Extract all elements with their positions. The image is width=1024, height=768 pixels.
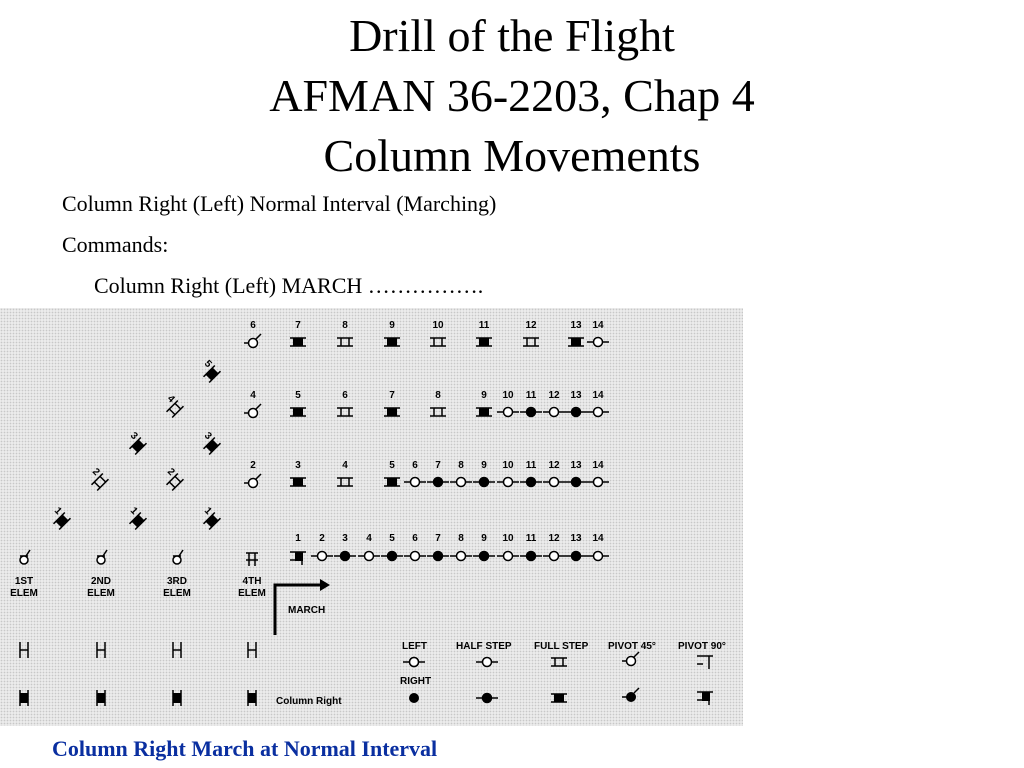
step-number: 4	[342, 460, 348, 471]
oblique-step-4	[165, 393, 184, 417]
elem-1-label-line1: 1ST	[14, 576, 34, 587]
elem-3-label-line2: ELEM	[163, 588, 191, 599]
step-r4-3	[334, 533, 356, 561]
step-r3-12	[543, 460, 565, 487]
step-r2-10	[497, 390, 519, 417]
elem-1-right-foot	[20, 690, 28, 706]
step-number: 6	[412, 533, 418, 544]
legend-full-step-label: FULL STEP	[534, 641, 589, 652]
legend-half-step-left-icon	[476, 658, 498, 667]
column-right-label: Column Right	[276, 696, 342, 707]
legend-half-step-label: HALF STEP	[456, 641, 512, 652]
step-r1-8	[337, 320, 353, 346]
step-r4-7	[427, 533, 449, 561]
step-r3-7	[427, 460, 449, 487]
step-r1-9	[384, 320, 400, 346]
step-number: 10	[502, 390, 514, 401]
elem-4-right-foot	[248, 690, 256, 706]
elem-4-label-line2: ELEM	[238, 588, 266, 599]
step-number: 4	[250, 390, 256, 401]
step-number: 2	[89, 466, 102, 479]
step-number: 9	[481, 390, 487, 401]
step-number: 14	[592, 533, 604, 544]
legend-pivot90-left-icon	[697, 656, 713, 669]
step-number: 6	[250, 320, 256, 331]
step-r3-2	[244, 460, 261, 488]
legend-pivot90-right-icon	[697, 692, 713, 705]
elem-2-label-line1: 2ND	[90, 576, 112, 587]
step-number: 11	[478, 320, 490, 331]
elem-4-left-foot	[248, 642, 256, 658]
step-number: 14	[592, 390, 604, 401]
step-r4-9	[473, 533, 495, 561]
step-number: 13	[570, 320, 582, 331]
elem-3-pivot	[173, 550, 183, 564]
title-line-2: AFMAN 36-2203, Chap 4	[269, 70, 755, 121]
step-number: 1	[127, 505, 140, 518]
legend-pivot90-label: PIVOT 90°	[678, 641, 726, 652]
elem-4-label-line1: 4TH	[242, 576, 262, 587]
oblique-step-3	[202, 430, 221, 454]
step-r2-9	[476, 390, 492, 416]
step-number: 7	[435, 460, 441, 471]
subtitle: Column Right (Left) Normal Interval (Marching)	[62, 191, 497, 216]
step-number: 1	[295, 533, 301, 544]
elem-4-pivot	[246, 553, 258, 566]
step-number: 3	[295, 460, 301, 471]
step-number: 2	[250, 460, 256, 471]
step-r4-5	[381, 533, 403, 561]
step-number: 4	[164, 393, 177, 406]
step-r3-6	[404, 460, 426, 487]
step-number: 5	[389, 533, 395, 544]
step-number: 7	[295, 320, 301, 331]
oblique-step-2	[165, 466, 184, 490]
step-number: 5	[389, 460, 395, 471]
oblique-step-1	[128, 505, 147, 529]
legend-right-icon	[409, 693, 419, 703]
elem-2-left-foot	[97, 642, 105, 658]
step-number: 5	[295, 390, 301, 401]
step-number: 12	[548, 390, 560, 401]
step-number: 13	[570, 390, 582, 401]
step-number: 8	[435, 390, 441, 401]
step-r3-3	[290, 460, 306, 486]
step-r4-11	[520, 533, 542, 561]
step-r4-10	[497, 533, 519, 561]
elem-3-right-foot	[173, 690, 181, 706]
elem-1-label-line2: ELEM	[10, 588, 38, 599]
step-r1-7	[290, 320, 306, 346]
step-r3-5	[384, 460, 400, 486]
step-r1-13	[568, 320, 584, 346]
step-r1-12	[523, 320, 539, 346]
step-number: 13	[570, 533, 582, 544]
legend-left-dot	[410, 658, 419, 667]
step-r1-6	[244, 320, 261, 348]
step-r3-14	[587, 460, 609, 487]
step-r4-8	[450, 533, 472, 561]
step-number: 7	[435, 533, 441, 544]
march-label: MARCH	[288, 605, 326, 616]
command-text: Column Right (Left) MARCH …………….	[94, 273, 484, 298]
step-number: 11	[525, 390, 537, 401]
step-r4-14	[587, 533, 609, 561]
step-number: 12	[525, 320, 537, 331]
oblique-step-1	[202, 505, 221, 529]
step-number: 6	[412, 460, 418, 471]
elem-2-pivot	[97, 550, 107, 564]
step-number: 11	[525, 533, 537, 544]
step-number: 8	[458, 460, 464, 471]
drill-diagram	[0, 308, 743, 726]
slide-title	[0, 6, 1024, 186]
step-r3-4	[337, 460, 353, 486]
legend-right-label: RIGHT	[400, 676, 432, 687]
step-number: 8	[458, 533, 464, 544]
step-r2-11	[520, 390, 542, 417]
legend-half-step-right-icon	[476, 694, 498, 703]
step-number: 10	[432, 320, 444, 331]
step-r4-1	[290, 533, 306, 565]
title-line-3: Column Movements	[323, 130, 701, 181]
step-r3-11	[520, 460, 542, 487]
step-r4-13	[565, 533, 587, 561]
step-r3-8	[450, 460, 472, 487]
oblique-step-5	[202, 358, 221, 382]
step-number: 6	[342, 390, 348, 401]
step-number: 2	[319, 533, 325, 544]
step-r1-11	[476, 320, 492, 346]
step-number: 1	[201, 505, 214, 518]
commands-label: Commands:	[62, 232, 169, 257]
oblique-step-1	[52, 505, 71, 529]
step-number: 12	[548, 533, 560, 544]
step-r2-7	[384, 390, 400, 416]
step-number: 4	[366, 533, 372, 544]
step-number: 5	[201, 358, 214, 371]
step-number: 10	[502, 460, 514, 471]
step-r2-13	[565, 390, 587, 417]
step-number: 11	[525, 460, 537, 471]
step-r1-14	[587, 320, 609, 347]
step-number: 3	[342, 533, 348, 544]
step-r2-14	[587, 390, 609, 417]
step-number: 9	[481, 533, 487, 544]
step-number: 9	[481, 460, 487, 471]
step-r4-2	[311, 533, 333, 561]
step-number: 14	[592, 460, 604, 471]
title-line-1: Drill of the Flight	[349, 10, 675, 61]
step-number: 3	[127, 430, 140, 443]
step-r4-4	[358, 533, 380, 561]
elem-3-label-line1: 3RD	[166, 576, 188, 587]
step-r3-9	[473, 460, 495, 487]
step-number: 3	[201, 430, 214, 443]
elem-2-label-line2: ELEM	[87, 588, 115, 599]
step-number: 7	[389, 390, 395, 401]
step-r2-5	[290, 390, 306, 416]
legend-full-step-left-icon	[551, 658, 567, 666]
legend-pivot45-right-icon	[622, 688, 639, 702]
elem-2-right-foot	[97, 690, 105, 706]
step-number: 1	[51, 505, 64, 518]
step-r4-6	[404, 533, 426, 561]
step-number: 8	[342, 320, 348, 331]
step-number: 10	[502, 533, 514, 544]
oblique-step-2	[90, 466, 109, 490]
step-number: 2	[164, 466, 177, 479]
step-r2-4	[244, 390, 261, 418]
step-r3-10	[497, 460, 519, 487]
step-number: 13	[570, 460, 582, 471]
elem-3-left-foot	[173, 642, 181, 658]
legend-pivot45-label: PIVOT 45°	[608, 641, 656, 652]
drill-diagram-svg	[0, 308, 743, 726]
step-r4-12	[543, 533, 565, 561]
oblique-step-3	[128, 430, 147, 454]
slide-caption: Column Right March at Normal Interval	[52, 736, 438, 761]
step-r3-13	[565, 460, 587, 487]
elem-1-left-foot	[20, 642, 28, 658]
legend-full-step-right-icon	[551, 694, 567, 702]
legend-pivot45-left-icon	[622, 652, 639, 666]
step-number: 9	[389, 320, 395, 331]
legend-left-label: LEFT	[402, 641, 427, 652]
step-r1-10	[430, 320, 446, 346]
step-r2-12	[543, 390, 565, 417]
step-number: 14	[592, 320, 604, 331]
step-r2-8	[430, 390, 446, 416]
step-number: 12	[548, 460, 560, 471]
elem-1-pivot	[20, 550, 30, 564]
step-r2-6	[337, 390, 353, 416]
